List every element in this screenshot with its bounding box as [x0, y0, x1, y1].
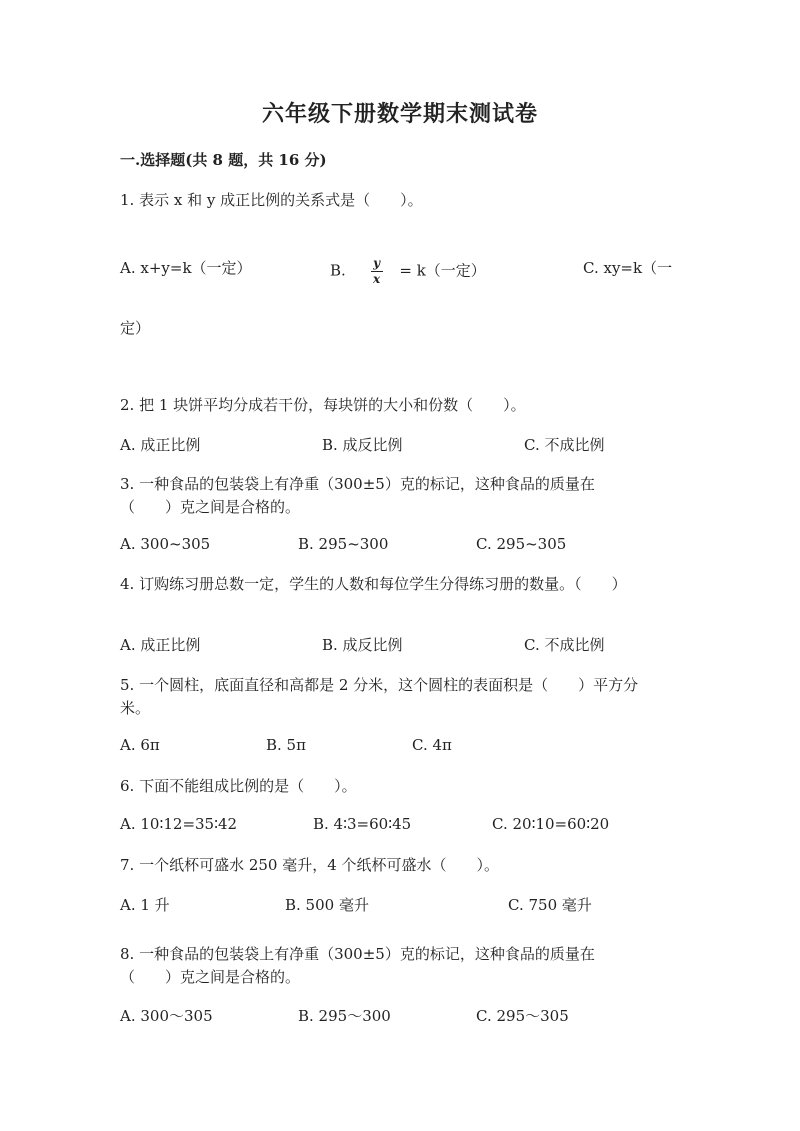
question-7-text: 7. 一个纸杯可盛水 250 毫升，4 个纸杯可盛水（ ）。	[120, 856, 500, 874]
question-4-option-c[interactable]: C. 不成比例	[524, 636, 605, 654]
question-1-option-b[interactable]	[330, 257, 486, 286]
option-b-formula-rest: = k（一定）	[399, 261, 486, 280]
fraction-y-over-x	[371, 257, 383, 286]
option-b-label: B.	[330, 261, 346, 280]
question-3-option-b[interactable]: B. 295~300	[298, 535, 389, 553]
question-5-option-b[interactable]: B. 5π	[266, 736, 306, 754]
question-1-option-a[interactable]: A. x+y=k（一定）	[120, 259, 252, 277]
question-4-option-a[interactable]: A. 成正比例	[120, 636, 201, 654]
question-8-option-c[interactable]: C. 295～305	[476, 1007, 569, 1025]
fraction-denominator: x	[373, 272, 381, 286]
question-7-option-b[interactable]: B. 500 毫升	[285, 896, 369, 914]
question-3-option-a[interactable]: A. 300~305	[120, 535, 211, 553]
question-8-text-line-2: （ ）克之间是合格的。	[120, 968, 301, 986]
question-2-option-c[interactable]: C. 不成比例	[524, 436, 605, 454]
question-5-option-c[interactable]: C. 4π	[412, 736, 452, 754]
fraction-numerator: y	[373, 256, 381, 270]
question-1-option-c-wrap: 定）	[120, 319, 151, 337]
question-5-text-line-2: 米。	[120, 699, 151, 717]
question-3-text-line-1: 3. 一种食品的包装袋上有净重（300±5）克的标记，这种食品的质量在	[120, 475, 595, 493]
question-4-text: 4. 订购练习册总数一定，学生的人数和每位学生分得练习册的数量。（ ）	[120, 575, 627, 593]
question-6-option-b[interactable]: B. 4∶3=60∶45	[313, 815, 412, 833]
question-4-option-b[interactable]: B. 成反比例	[322, 636, 403, 654]
question-8-option-a[interactable]: A. 300～305	[120, 1007, 213, 1025]
page-title: 六年级下册数学期末测试卷	[261, 101, 538, 127]
question-5-option-a[interactable]: A. 6π	[120, 736, 160, 754]
question-8-option-b[interactable]: B. 295～300	[298, 1007, 391, 1025]
question-1-option-c[interactable]: C. xy=k（一	[583, 259, 673, 277]
question-6-text: 6. 下面不能组成比例的是（ ）。	[120, 777, 357, 795]
question-7-option-c[interactable]: C. 750 毫升	[508, 896, 592, 914]
question-2-option-a[interactable]: A. 成正比例	[120, 436, 201, 454]
question-5-text-line-1: 5. 一个圆柱，底面直径和高都是 2 分米，这个圆柱的表面积是（ ）平方分	[120, 676, 639, 694]
question-2-option-b[interactable]: B. 成反比例	[322, 436, 403, 454]
question-8-text-line-1: 8. 一种食品的包装袋上有净重（300±5）克的标记，这种食品的质量在	[120, 945, 595, 963]
question-1-text: 1. 表示 x 和 y 成正比例的关系式是（ ）。	[120, 191, 423, 209]
question-2-text: 2. 把 1 块饼平均分成若干份，每块饼的大小和份数（ ）。	[120, 396, 526, 414]
question-6-option-a[interactable]: A. 10∶12=35∶42	[120, 815, 238, 833]
question-7-option-a[interactable]: A. 1 升	[120, 896, 170, 914]
question-6-option-c[interactable]: C. 20∶10=60∶20	[492, 815, 610, 833]
question-3-option-c[interactable]: C. 295~305	[476, 535, 567, 553]
question-3-text-line-2: （ ）克之间是合格的。	[120, 498, 301, 516]
section-title: 一.选择题(共 8 题，共 16 分)	[120, 151, 327, 169]
